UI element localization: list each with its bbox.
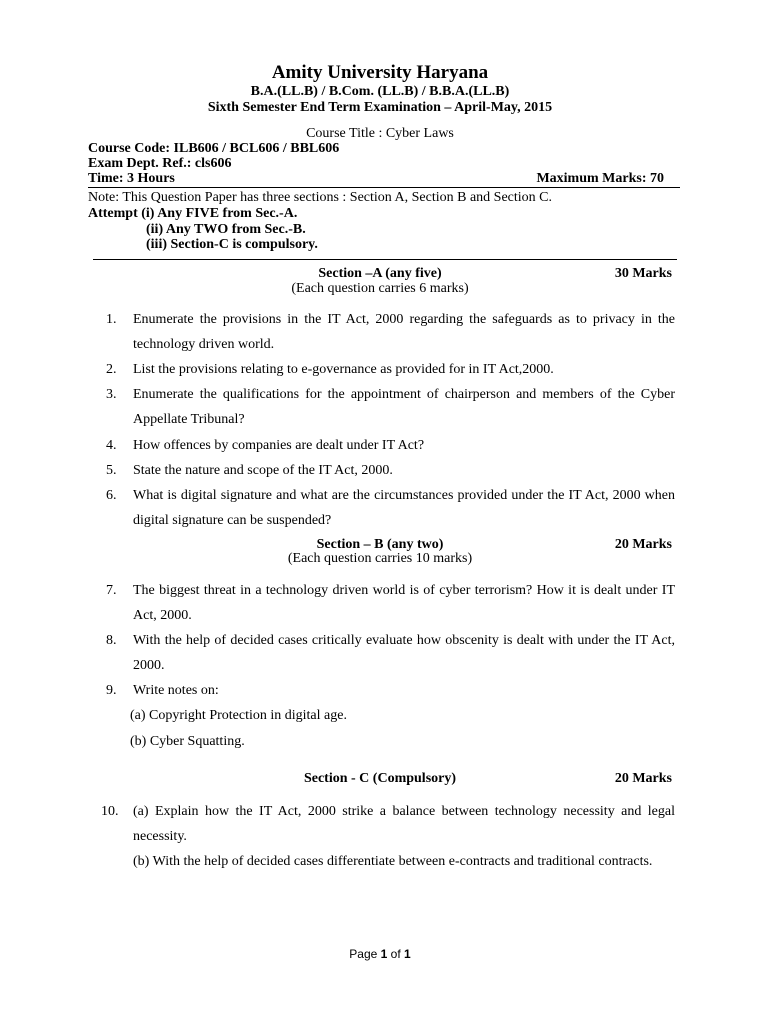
university-name: Amity University Haryana [271,62,489,83]
question-number: 4. [106,438,117,453]
question-8 [106,628,675,678]
question-9 [106,678,675,703]
question-number: 2. [106,362,117,377]
question-text: Enumerate the qualifications for the appointment of chairperson and members of the Cyber Appellate Tribunal? [133,387,675,427]
question-number: 3. [106,387,117,402]
question-number: 1. [106,312,117,327]
page-total: 1 [404,947,411,961]
question-2 [106,357,675,382]
question-text: How offences by companies are dealt under IT Act? [133,438,425,453]
header-divider [88,187,680,188]
exam-line: Sixth Semester End Term Examination – April-May, 2015 [207,100,553,115]
question-text: (b) With the help of decided cases differentiate between e-contracts and traditional contracts. [133,854,653,869]
question-10b [101,849,675,874]
page-footer [0,947,760,961]
question-6 [106,483,675,533]
question-number: 8. [106,633,117,648]
note-item-a: (a) Copyright Protection in digital age. [130,708,347,723]
attempt-line-1: Attempt (i) Any FIVE from Sec.-A. [88,206,298,221]
exam-time: Time: 3 Hours [88,171,175,186]
instructions-divider [93,259,677,260]
course-title [0,126,760,142]
programme-line: B.A.(LL.B) / B.Com. (LL.B) / B.B.A.(LL.B) [250,84,510,99]
question-text: List the provisions relating to e-governance as provided for in IT Act,2000. [133,362,554,377]
section-a-title: Section –A (any five) [318,266,442,281]
question-text: The biggest threat in a technology driven world is of cyber terrorism? How it is dealt under IT Act, 2000. [133,583,675,623]
question-text: (a) Explain how the IT Act, 2000 strike a balance between technology necessity and legal necessity. [133,804,675,844]
course-title-value: Cyber Laws [385,126,454,141]
question-5 [106,458,675,483]
question-7 [106,578,675,628]
question-number: 7. [106,583,117,598]
question-text: With the help of decided cases critically evaluate how obscenity is dealt with under the IT Act, 2000. [133,633,675,673]
question-text: State the nature and scope of the IT Act, 2000. [133,463,393,478]
question-text: Enumerate the provisions in the IT Act, 2000 regarding the safeguards as to privacy in the technology driven world. [133,312,675,352]
section-b-subtitle: (Each question carries 10 marks) [287,551,473,566]
course-code: Course Code: ILB606 / BCL606 / BBL606 [88,141,340,156]
section-a-marks: 30 Marks [614,266,672,281]
question-number: 10. [101,804,119,819]
question-3 [106,382,675,432]
page-word: Page [349,947,378,961]
instructions-note: Note: This Question Paper has three sections : Section A, Section B and Section C. [88,190,553,205]
question-1 [106,307,675,357]
maximum-marks: Maximum Marks: 70 [536,171,664,186]
question-number: 9. [106,683,117,698]
question-4 [106,433,675,458]
of-word: of [390,947,401,961]
question-text: Write notes on: [133,683,219,698]
course-title-separator: : [374,126,386,141]
question-number: 6. [106,488,117,503]
attempt-line-2: (ii) Any TWO from Sec.-B. [146,222,306,237]
question-10a [101,799,675,849]
page-number: 1 [380,947,388,961]
note-item-b: (b) Cyber Squatting. [130,734,245,749]
exam-dept-ref: Exam Dept. Ref.: cls606 [88,156,232,171]
course-title-label: Course Title [306,126,375,141]
attempt-line-3: (iii) Section-C is compulsory. [146,237,318,252]
section-c-title: Section - C (Compulsory) [303,771,457,786]
section-c-marks: 20 Marks [614,771,672,786]
question-text: What is digital signature and what are the circumstances provided under the IT Act, 2000 when digital signature can be suspended? [133,488,675,528]
question-number: 5. [106,463,117,478]
section-a-subtitle: (Each question carries 6 marks) [291,281,469,296]
section-b-marks: 20 Marks [614,537,672,552]
section-b-title: Section – B (any two) [316,537,444,552]
